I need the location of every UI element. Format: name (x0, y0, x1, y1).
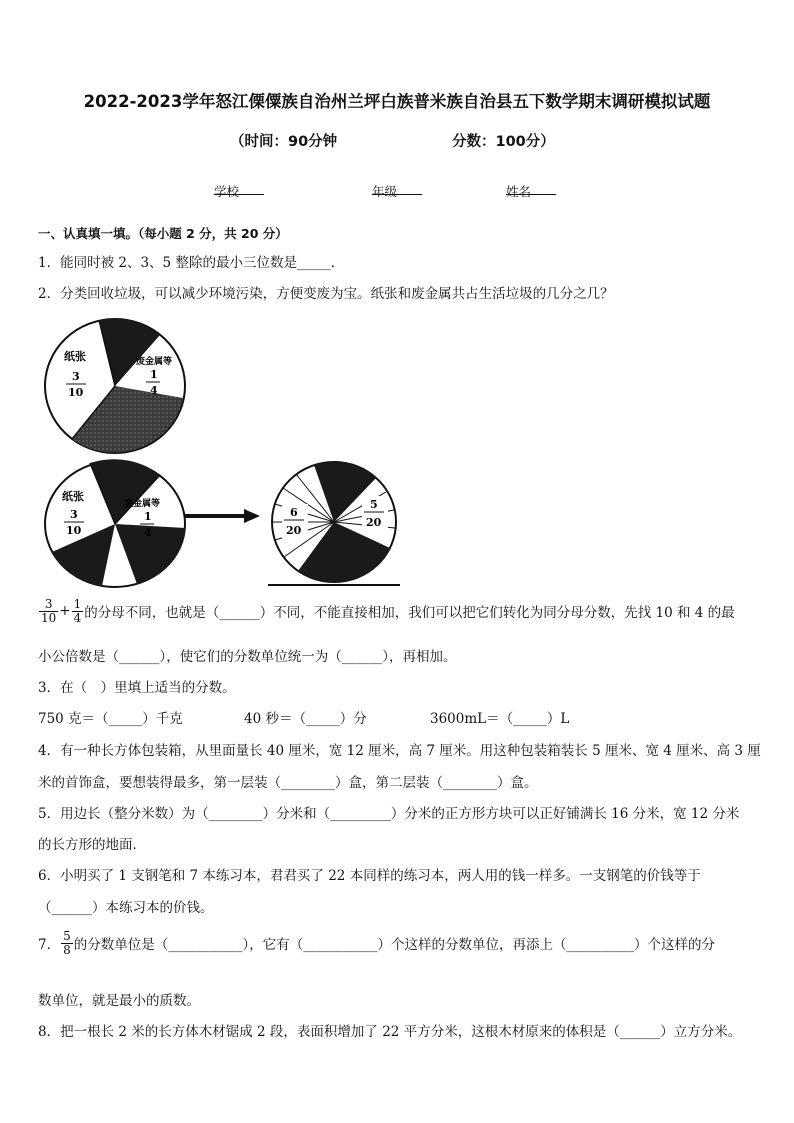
pie1-paper-num: 3 (72, 370, 80, 383)
pie2-metal-label: 废金属等 (124, 499, 161, 509)
question-4-line-a: 4．有一种长方体包装箱，从里面量长 40 厘米，宽 12 厘米，高 7 厘米。用这种包装箱装长 5 厘米、宽 4 厘米、高 3 厘 (38, 743, 761, 759)
question-2-explanation: $\frac{3}{10}$ + $\frac{1}{4}$ 的分母不同，也就是（______）不同，不能直接相加，我们可以把它们转化为同分母分数，先找 10 和 4 的最 (41, 597, 735, 625)
arrow-right-icon (182, 506, 262, 526)
pie2-paper-label: 纸张 (62, 490, 84, 503)
question-1: 1．能同时被 2、3、5 整除的最小三位数是_____． (38, 255, 345, 271)
question-6-line-a: 6．小明买了 1 支钢笔和 7 本练习本，君君买了 22 本同样的练习本，两人用的钱一样多。一支钢笔的价钱等于 (38, 868, 701, 884)
question-3-c: 3600mL＝（_____）L (430, 711, 570, 727)
pie3-right-den: 20 (366, 516, 382, 529)
question-2-explanation-2: 小公倍数是（______），使它们的分数单位统一为（______），再相加。 (38, 649, 457, 665)
question-7-line-a: 7． $\frac{5}{8}$ 的分数单位是（___________），它有（___________）个这样的分数单位，再添上（__________）个这样的分 (38, 929, 715, 957)
exam-title: 2022-2023学年怒江傈僳族自治州兰坪白族普米族自治县五下数学期末调研模拟试题 (83, 92, 711, 111)
pie-chart-2 (42, 458, 188, 592)
question-8: 8．把一根长 2 米的长方体木材锯成 2 段，表面积增加了 22 平方分米，这根木材原来的体积是（______）立方分米。 (38, 1024, 742, 1040)
question-3-a: 750 克＝（_____）千克 (38, 711, 183, 727)
pie2-paper-num: 3 (70, 508, 78, 521)
question-3-text: 3．在（ ）里填上适当的分数。 (38, 680, 236, 696)
question-6-line-b: （______）本练习本的价钱。 (38, 900, 214, 916)
name-field[interactable]: 姓名 (506, 182, 556, 198)
grade-field[interactable]: 年级 (372, 182, 422, 198)
exam-time: （时间：90分钟 (230, 134, 338, 150)
school-field[interactable]: 学校 (214, 182, 264, 198)
pie2-metal-num: 1 (144, 510, 152, 523)
section-heading: 一、认真填一填。（每小题 2 分，共 20 分） (38, 226, 288, 241)
pie1-metal-num: 1 (150, 368, 158, 381)
pie1-metal-den: 4 (150, 384, 158, 397)
pie-chart-3 (268, 458, 404, 590)
pie1-paper-label: 纸张 (64, 350, 86, 363)
pie1-metal-label: 废金属等 (136, 357, 173, 367)
pie1-paper-den: 10 (68, 386, 84, 399)
pie3-right-num: 5 (370, 498, 378, 511)
question-5-line-a: 5．用边长（整分米数）为（________）分米和（_________）分米的正方形方块可以正好铺满长 16 分米，宽 12 分米 (38, 806, 740, 822)
pie-chart-1 (42, 316, 188, 456)
question-3-b: 40 秒＝（_____）分 (244, 711, 367, 727)
pie3-left-num: 6 (290, 506, 298, 519)
pie3-left-den: 20 (286, 524, 302, 537)
question-7-line-b: 数单位，就是最小的质数。 (38, 993, 200, 1009)
exam-score: 分数：100分） (452, 134, 555, 150)
question-4-line-b: 米的首饰盒，要想装得最多，第一层装（________）盒，第二层装（________）盒。 (38, 775, 538, 791)
pie2-metal-den: 4 (144, 526, 152, 539)
pie2-paper-den: 10 (66, 524, 82, 537)
question-5-line-b: 的长方形的地面． (38, 837, 146, 853)
question-2-text: 2．分类回收垃圾，可以减少环境污染，方便变废为宝。纸张和废金属共占生活垃圾的几分之几？ (38, 286, 614, 302)
